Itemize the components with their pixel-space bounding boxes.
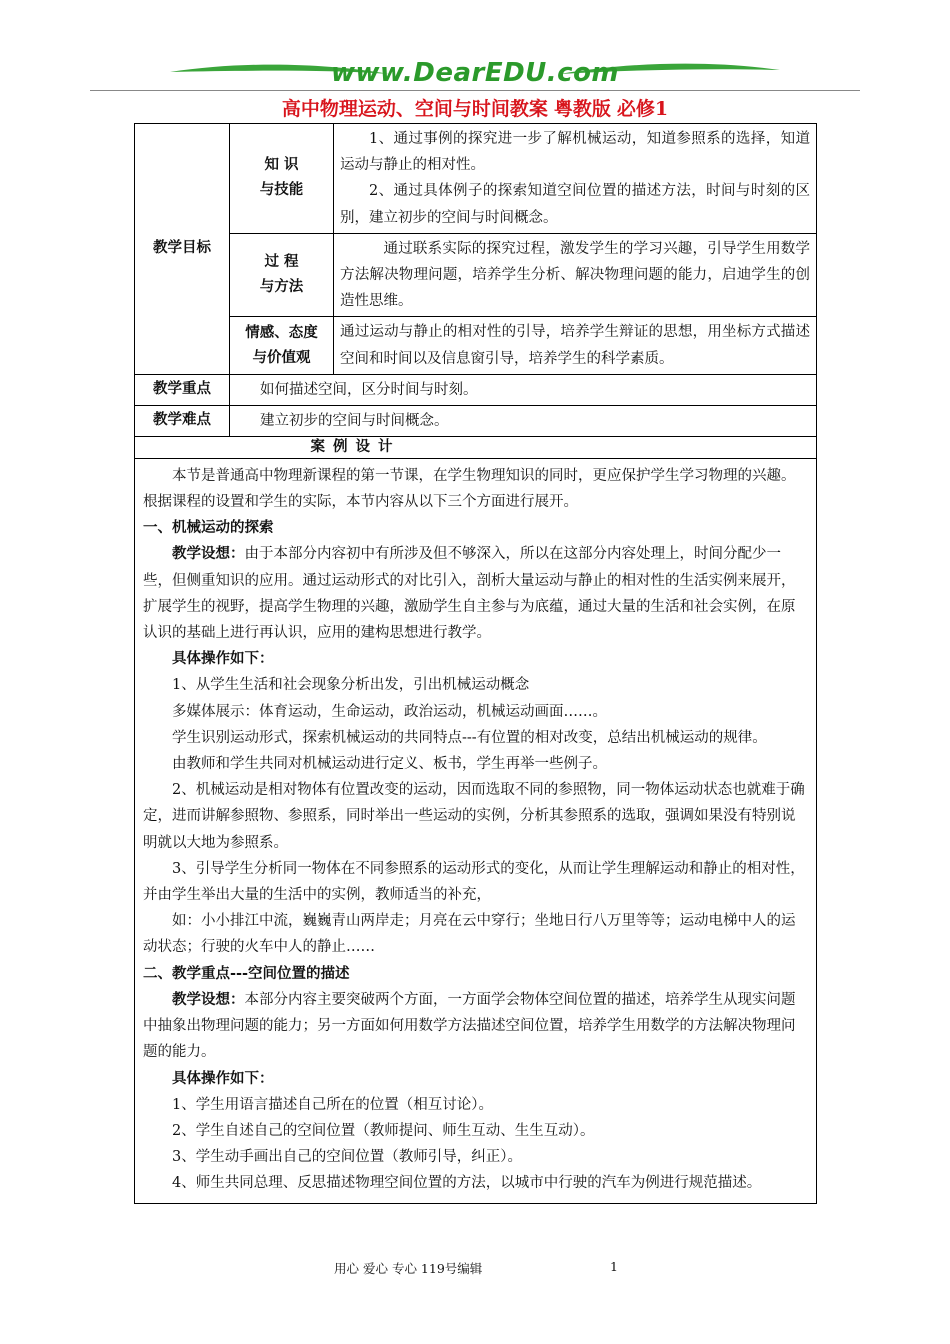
- section-1-p4: 由教师和学生共同对机械运动进行定义、板书，学生再举一些例子。: [172, 756, 607, 773]
- goal-label-process: 过 程 与方法: [230, 233, 334, 317]
- goal-row-attitude: [135, 317, 817, 374]
- section-2-idea: 教学设想：本部分内容主要突破两个方面，一方面学会物体空间位置的描述，培养学生从现实问题中抽象出物理问题的能力；另一方面如何用数学方法描述空间位置，培养学生用数学的方法解决物理问题的能力。: [143, 991, 796, 1061]
- section-1-p5: 2、机械运动是相对物体有位置改变的运动，因而选取不同的参照物，同一物体运动状态也就难于确定，进而讲解参照物、参照系，同时举出一些运动的实例，分析其参照系的选取，强调如果没有特别说明就以大地为参照系。: [143, 782, 805, 851]
- key-point-label: 教学重点: [135, 374, 230, 405]
- difficulty-label: 教学难点: [135, 405, 230, 436]
- page-number: 1: [610, 1259, 618, 1274]
- lesson-plan-table: [134, 123, 817, 1204]
- goal-row-knowledge: [135, 124, 817, 234]
- goals-label: 教学目标: [135, 124, 230, 375]
- section-1-idea: 教学设想：由于本部分内容初中有所涉及但不够深入，所以在这部分内容处理上，时间分配少一些，但侧重知识的应用。通过运动形式的对比引入，剖析大量运动与静止的相对性的生活实例来展开，扩展学生的视野，提高学生物理的兴趣，激励学生自主参与为底蕴，通过大量的生活和社会实例，在原认识的基础上进行再认识，应用的建构思想进行教学。: [143, 546, 796, 642]
- section-2-p2: 2、学生自述自己的空间位置（教师提问、师生互动、生生互动）。: [172, 1122, 595, 1139]
- section-1-p2: 多媒体展示：体育运动，生命运动，政治运动，机械运动画面……。: [172, 703, 607, 720]
- key-point-text: 如何描述空间，区分时间与时刻。: [230, 374, 817, 405]
- case-heading: 案例设计: [135, 436, 817, 458]
- section-1-p3: 学生识别运动形式，探索机械运动的共同特点---有位置的相对改变，总结出机械运动的规律。: [172, 729, 767, 746]
- page-title: 高中物理运动、空间与时间教案 粤教版 必修1: [281, 98, 669, 120]
- goal-text-knowledge: 1、通过事例的探究进一步了解机械运动，知道参照系的选择，知道运动与静止的相对性。 2、通过具体例子的探索知道空间位置的描述方法，时间与时刻的区别，建立初步的空间与时间概念。: [334, 124, 817, 234]
- section-1-title: 一、机械运动的探索: [143, 520, 274, 537]
- case-heading-row: [135, 436, 817, 458]
- goal-row-process: [135, 233, 817, 317]
- case-intro: 本节是普通高中物理新课程的第一节课，在学生物理知识的同时，更应保护学生学习物理的兴趣。根据课程的设置和学生的实际，本节内容从以下三个方面进行展开。: [143, 467, 796, 511]
- goal-label-knowledge: 知 识 与技能: [230, 124, 334, 234]
- goal-text-process: 通过联系实际的探究过程，激发学生的学习兴趣，引导学生用数学方法解决物理问题，培养学生分析、解决物理问题的能力，启迪学生的创造性思维。: [334, 233, 817, 317]
- section-1-p1: 1、从学生生活和社会现象分析出发，引出机械运动概念: [172, 677, 530, 694]
- difficulty-text: 建立初步的空间与时间概念。: [230, 405, 817, 436]
- footer-note: 用心 爱心 专心 119号编辑: [334, 1261, 483, 1276]
- section-2-title: 二、教学重点---空间位置的描述: [143, 965, 350, 982]
- section-1-ops: 具体操作如下：: [172, 651, 274, 668]
- case-body: [135, 458, 817, 1203]
- section-1-p6: 3、引导学生分析同一物体在不同参照系的运动形式的变化，从而让学生理解运动和静止的相对性，并由学生举出大量的生活中的实例，教师适当的补充，: [143, 860, 805, 904]
- section-2-ops: 具体操作如下：: [172, 1070, 274, 1087]
- section-2-p3: 3、学生动手画出自己的空间位置（教师引导，纠正）。: [172, 1149, 522, 1166]
- key-point-row: [135, 374, 817, 405]
- site-logo-text[interactable]: www.DearEDU.com: [330, 58, 620, 88]
- site-banner: [90, 56, 860, 96]
- goal-label-attitude: 情感、态度 与价值观: [230, 317, 334, 374]
- goal-text-attitude: 通过运动与静止的相对性的引导，培养学生辩证的思想，用坐标方式描述空间和时间以及信息窗引导，培养学生的科学素质。: [334, 317, 817, 374]
- case-body-row: [135, 458, 817, 1203]
- banner-rule: [90, 90, 860, 91]
- section-2-p4: 4、师生共同总理、反思描述物理空间位置的方法，以城市中行驶的汽车为例进行规范描述。: [172, 1175, 762, 1192]
- section-1-p7: 如：小小排江中流，巍巍青山两岸走；月亮在云中穿行；坐地日行八万里等等；运动电梯中人的运动状态；行驶的火车中人的静止……: [143, 913, 796, 956]
- difficulty-row: [135, 405, 817, 436]
- section-2-p1: 1、学生用语言描述自己所在的位置（相互讨论）。: [172, 1096, 493, 1113]
